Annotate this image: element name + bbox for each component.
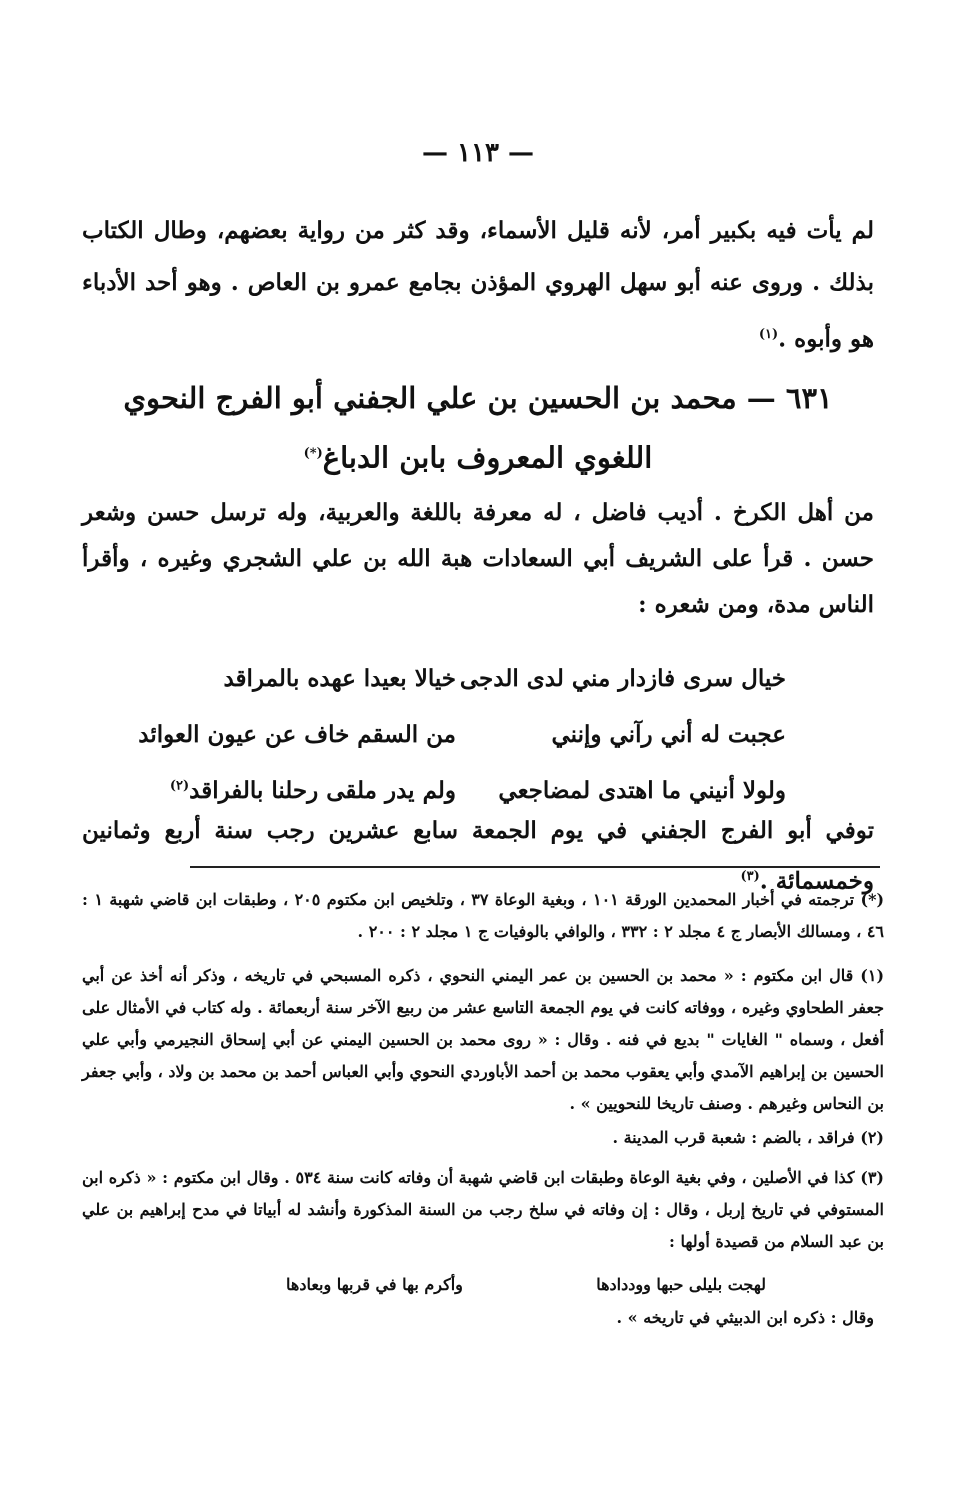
verse-1-first: خيال سرى فازدار مني لدى الدجى bbox=[459, 664, 786, 692]
paragraph-2: من أهل الكرخ . أديب فاضل ، له معرفة باللغة والعربية، وله ترسل حسن وشعر حسن . قرأ على الشريف أبي السعادات هبة الله بن علي الشجري وغيره ، وأقرأ الناس مدة، ومن شعره : bbox=[82, 499, 874, 618]
verse-1-second: خيالا بعيدا عهده بالمراقد bbox=[223, 664, 456, 692]
note-mark-star: (*) bbox=[303, 446, 323, 461]
footnote-2: (٢) فراقد ، بالضم : شعبة قرب المدينة . bbox=[612, 1128, 884, 1147]
note-mark-1: (١) bbox=[758, 327, 779, 342]
entry-title-line-1: ٦٣١ — محمد بن الحسين بن علي الجفني أبو الفرج النحوي bbox=[123, 381, 833, 415]
footnote-3-verse-second: وأكرم بها في قربها وبعادها bbox=[286, 1275, 463, 1294]
verse-1 bbox=[166, 650, 786, 706]
paragraph-1-text: لم يأت فيه بكبير أمر، لأنه قليل الأسماء، وقد كثر من رواية بعضهم، وطال الكتاب بذلك . وروى عنه أبو سهل الهروي المؤذن بجامع عمرو بن العاص . وهو أحد الأدباء هو وأبوه . bbox=[82, 217, 874, 353]
footnote-3-verse-first: لهجت بليلى حبها ووددادها bbox=[596, 1275, 766, 1294]
verse-3-second-wrap bbox=[166, 777, 456, 804]
footnote-1: (١) قال ابن مكتوم : « محمد بن الحسين بن عمر اليمني النحوي ، ذكره المسبحي في تاريخه ، وذكر أنه أخذ عن أبي جعفر الطحاوي وغيره ، ووفاته كانت في يوم الجمعة التاسع عشر من ربيع الآخر سنة أربعمائة . وله كتاب في الأمثال على أفعل ، وسماه " الغايات " بديع في فنه . وقال : « روى محمد بن الحسين اليمني عن أبي إسحاق النجيرمي وأبي علي الحسين بن إبراهيم الآمدي وأبي يعقوب محمد بن أحمد الأباوردي النحوي وأبي العباس أحمد بن محمد بن ولاد ، وأبي جعفر بن النحاس وغيرهم . وصنف تاريخا للنحويين » . bbox=[82, 966, 885, 1113]
footnote-3: (٣) كذا في الأصلين ، وفي بغية الوعاة وطبقات ابن قاضي شهبة أن وفاته كانت سنة ٥٣٤ . وقال ابن مكتوم : « ذكره ابن المستوفي في تاريخ إربل ، وقال : إن وفاته في سلخ رجب من السنة المذكورة وأنشد له أبياتا في مدح إبراهيم بن علي بن عبد السلام من قصيدة أولها : bbox=[82, 1168, 884, 1251]
verse-2-second: من السقم خاف عن عيون العوائد bbox=[138, 720, 456, 748]
footnote-3-end: وقال : ذكره ابن الدبيثي في تاريخه » . bbox=[616, 1308, 874, 1327]
verse-3-first: ولولا أنيني ما اهتدى لمضاجعي bbox=[498, 776, 786, 804]
poem bbox=[138, 650, 786, 818]
paragraph-1 bbox=[82, 205, 874, 366]
verse-2-first: عجبت له أني رآني وإنني bbox=[551, 720, 786, 748]
verse-3-second: ولم يدر ملقى رحلنا بالفراقد bbox=[189, 776, 456, 804]
entry-title-line-2 bbox=[0, 428, 956, 484]
footnote-star: (*) ترجمته في أخبار المحمدين الورقة ١٠١ ، وبغية الوعاة ٣٧ ، وتلخيص ابن مكتوم ٢٠٥ ، وطبقات ابن قاضي شهبة ١ : ٤٦ ، ومسالك الأبصار ج ٤ مجلد ٢ : ٣٣٢ ، والوافي بالوفيات ج ١ مجلد ٢ : ٢٠٠ . bbox=[82, 890, 885, 941]
page-number: — ١١٣ — bbox=[421, 138, 535, 168]
verse-2 bbox=[138, 706, 786, 762]
note-mark-3: (٣) bbox=[740, 869, 760, 884]
paragraph-3-text: توفي أبو الفرج الجفني في يوم الجمعة سابع عشرين رجب سنة أربع وثمانين وخمسمائة . bbox=[82, 817, 874, 895]
note-mark-2: (٢) bbox=[169, 777, 190, 793]
entry-title-line-2-text: اللغوي المعروف بابن الدباغ bbox=[322, 440, 653, 475]
footnote-3-verse bbox=[286, 1275, 766, 1294]
footnote-divider bbox=[190, 866, 880, 868]
